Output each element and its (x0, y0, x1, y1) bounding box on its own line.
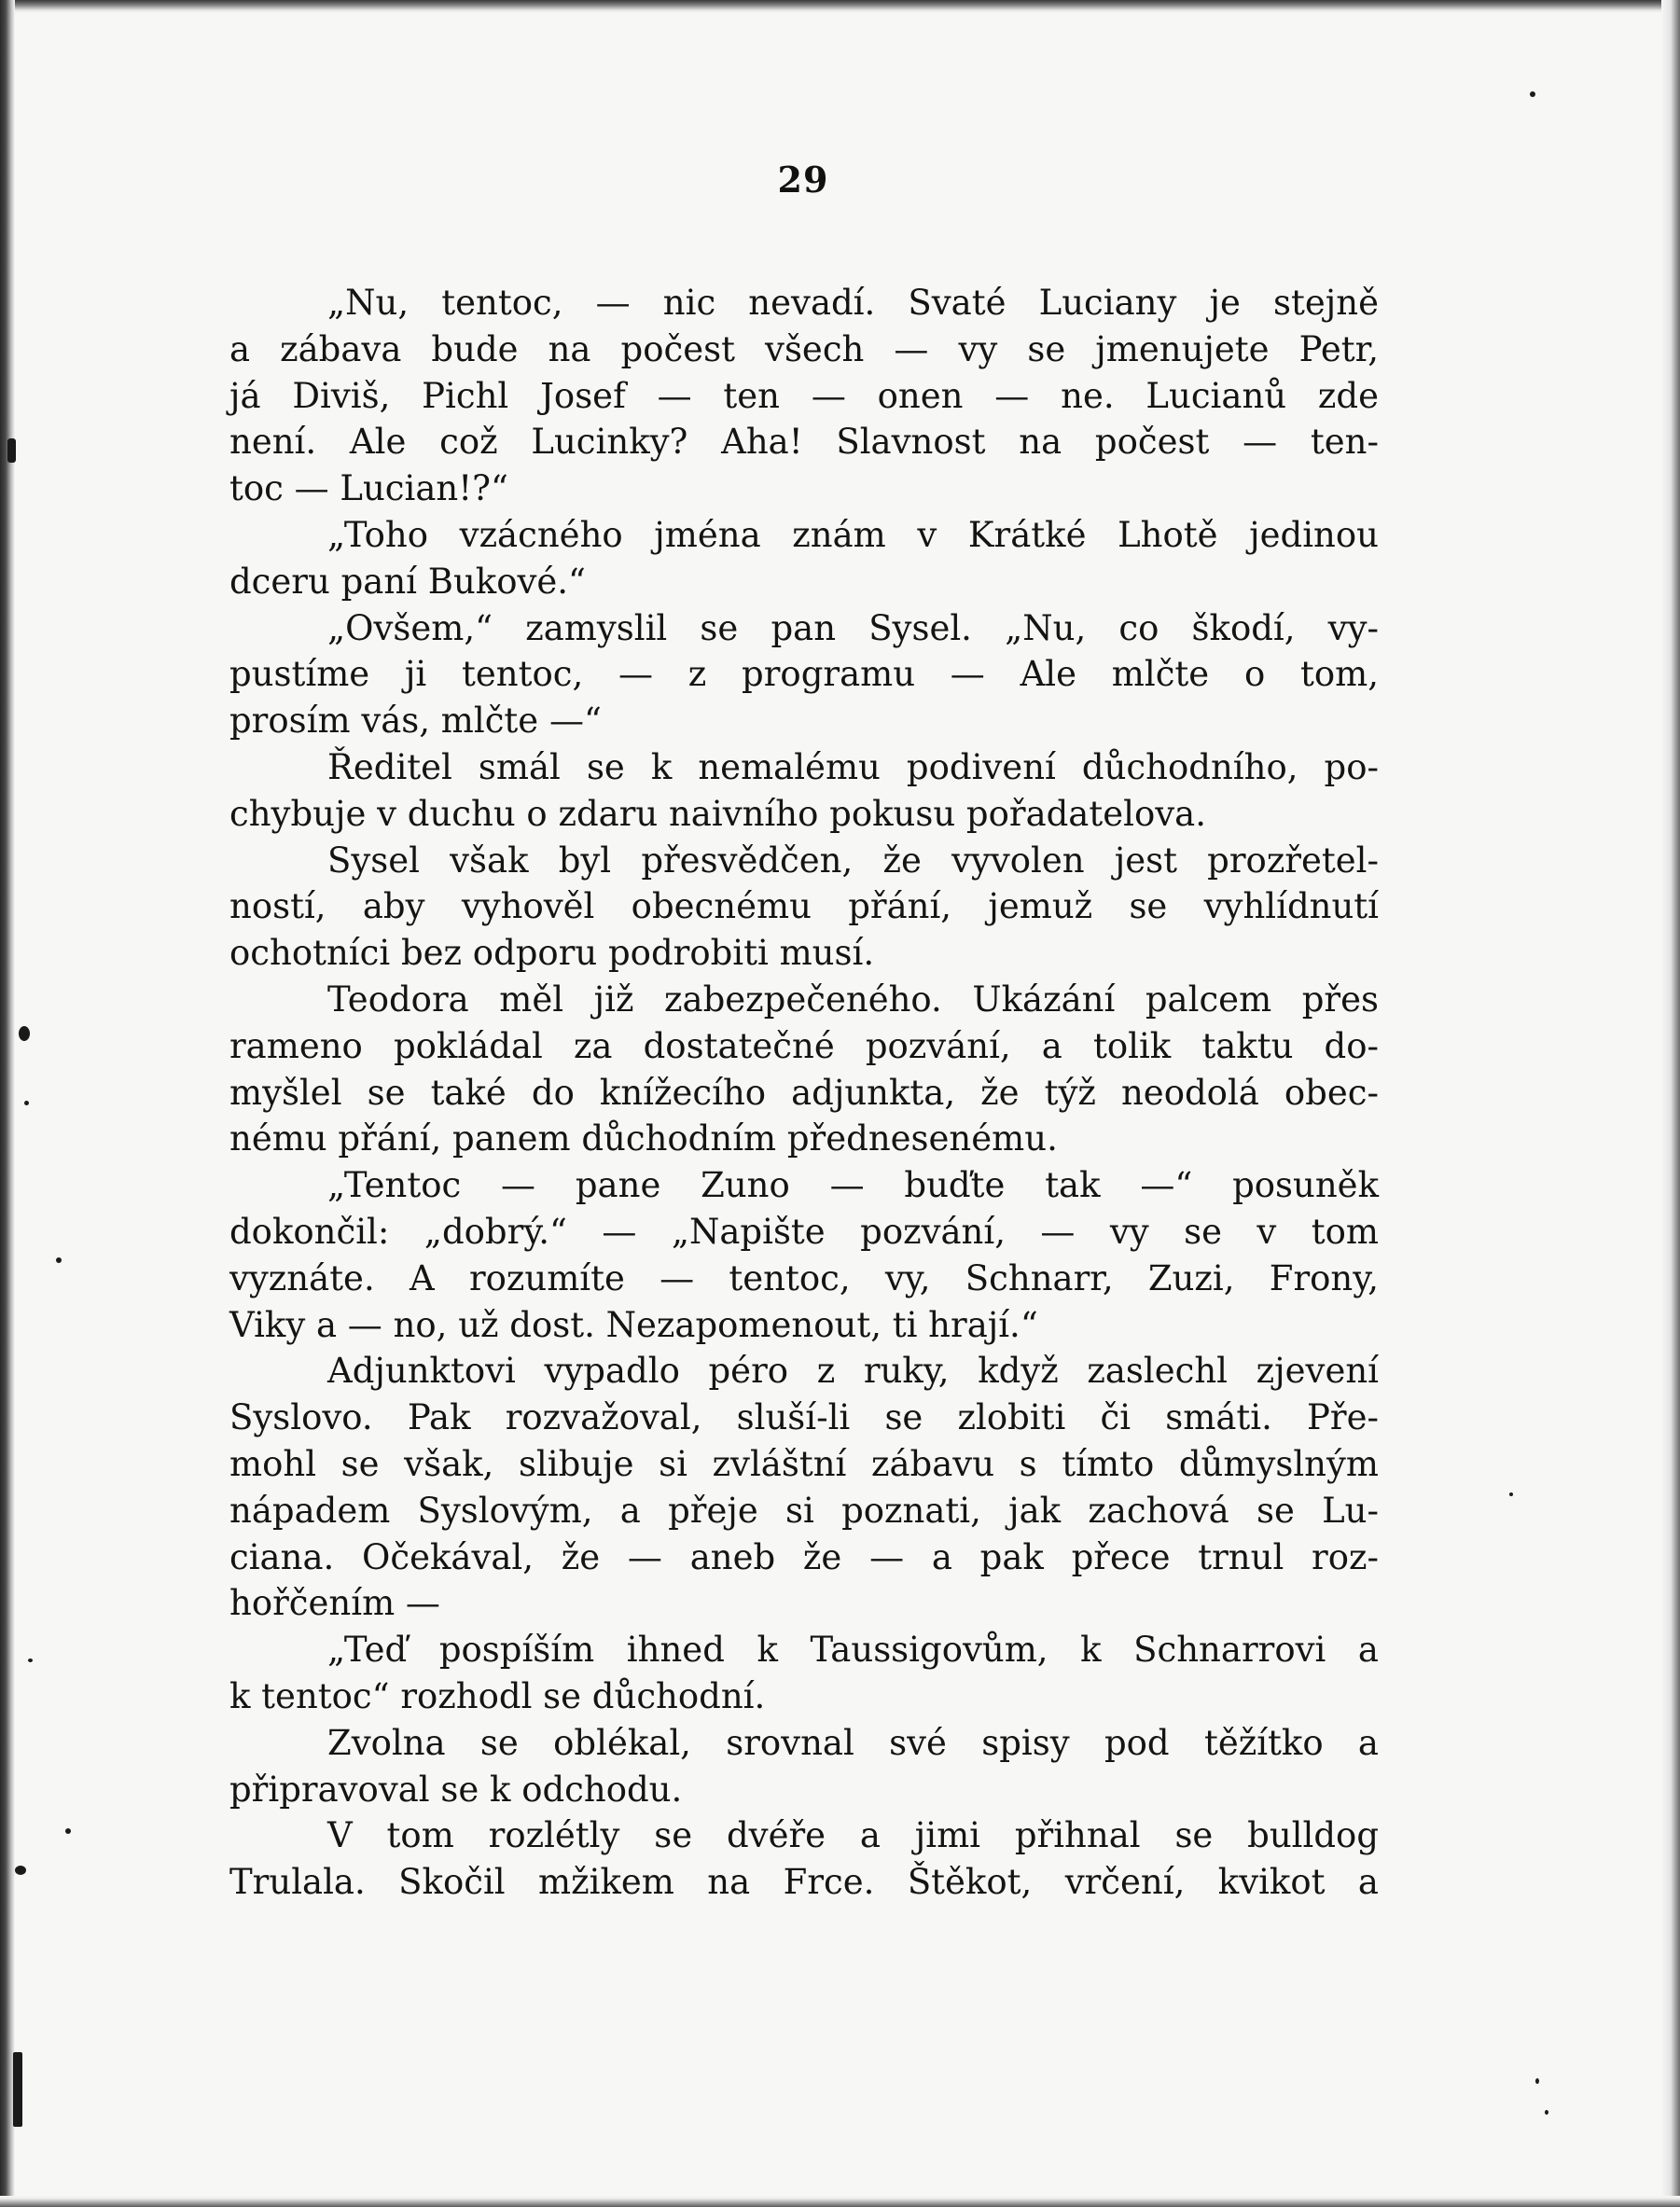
scan-speck (13, 2052, 22, 2127)
scan-speck (7, 438, 16, 463)
text-line: chybuje v duchu o zdaru naivního pokusu pořadatelova. (229, 793, 1206, 834)
text-line: prosím vás, mlčte —“ (229, 701, 602, 742)
scan-edge-left (0, 0, 15, 2207)
scan-speck (24, 1101, 29, 1105)
text-line: rameno pokládal za dostatečné pozvání, a tolik taktu do- (229, 1025, 1379, 1066)
text-line: připravoval se k odchodu. (229, 1769, 683, 1810)
text-line: dceru paní Bukové.“ (229, 561, 586, 602)
scan-speck (1545, 2110, 1548, 2115)
text-line: Viky a — no, už dost. Nezapomenout, ti hrají.“ (229, 1304, 1038, 1345)
text-line: Adjunktovi vypadlo péro z ruky, když zaslechl zjevení (327, 1351, 1379, 1392)
text-line: „Tentoc — pane Zuno — buďte tak —“ posuněk (327, 1165, 1379, 1206)
text-line: nápadem Syslovým, a přeje si poznati, jak zachová se Lu- (229, 1490, 1379, 1531)
text-line: mohl se však, slibuje si zvláštní zábavu s tímto důmyslným (229, 1443, 1379, 1484)
text-line: hořčením — (229, 1583, 440, 1624)
text-line: Teodora měl již zabezpečeného. Ukázání palcem přes (327, 979, 1379, 1020)
text-line: toc — Lucian!?“ (229, 468, 508, 509)
text-line: Ředitel smál se k nemalému podivení důchodního, po- (327, 746, 1379, 787)
scan-speck (65, 1828, 71, 1834)
text-line: Sysel však byl přesvědčen, že vyvolen jest prozřetel- (327, 840, 1379, 881)
text-line: pustíme ji tentoc, — z programu — Ale mlčte o tom, (229, 654, 1379, 695)
scan-speck (28, 1659, 33, 1662)
text-line: já Diviš, Pichl Josef — ten — onen — ne. Lucianů zde (229, 375, 1379, 416)
scan-speck (19, 1026, 30, 1041)
text-line: „Nu, tentoc, — nic nevadí. Svaté Luciany je stejně (327, 283, 1379, 323)
text-line: „Toho vzácného jména znám v Krátké Lhotě jedinou (327, 514, 1379, 555)
scan-speck (1509, 1492, 1513, 1496)
scan-edge-right (1661, 0, 1680, 2207)
scan-speck (56, 1257, 62, 1263)
text-line: Trulala. Skočil mžikem na Frce. Štěkot, vrčení, kvikot a (229, 1862, 1379, 1903)
body-text (229, 280, 1379, 1906)
text-line: „Ovšem,“ zamyslil se pan Sysel. „Nu, co škodí, vy- (327, 607, 1379, 648)
text-line: myšlel se také do knížecího adjunkta, že týž neodolá obec- (229, 1072, 1379, 1113)
scan-edge-bottom (0, 2196, 1680, 2207)
text-line: Zvolna se oblékal, srovnal své spisy pod těžítko a (327, 1722, 1379, 1763)
text-line: Syslovo. Pak rozvažoval, sluší-li se zlobiti či smáti. Pře- (229, 1397, 1379, 1438)
text-line: V tom rozlétly se dvéře a jimi přihnal se bulldog (327, 1815, 1379, 1856)
page-number: 29 (777, 159, 829, 201)
text-line: nému přání, panem důchodním přednesenému. (229, 1118, 1058, 1159)
scan-speck (1535, 2078, 1539, 2084)
text-line: a zábava bude na počest všech — vy se jmenujete Petr, (229, 328, 1379, 369)
scan-edge-top (0, 0, 1680, 13)
text-line: k tentoc“ rozhodl se důchodní. (229, 1675, 766, 1716)
text-line: vyznáte. A rozumíte — tentoc, vy, Schnarr, Zuzi, Frony, (229, 1257, 1379, 1298)
text-line: ciana. Očekával, že — aneb že — a pak přece trnul roz- (229, 1536, 1379, 1577)
text-line: „Teď pospíším ihned k Taussigovům, k Schnarrovi a (327, 1630, 1379, 1671)
scan-speck (15, 1866, 26, 1875)
text-line: ností, aby vyhověl obecnému přání, jemuž se vyhlídnutí (229, 886, 1379, 927)
text-line: není. Ale což Lucinky? Aha! Slavnost na počest — ten- (229, 422, 1379, 463)
scan-speck (1530, 91, 1535, 97)
text-line: ochotníci bez odporu podrobiti musí. (229, 933, 875, 974)
text-line: dokončil: „dobrý.“ — „Napište pozvání, — vy se v tom (229, 1211, 1379, 1252)
